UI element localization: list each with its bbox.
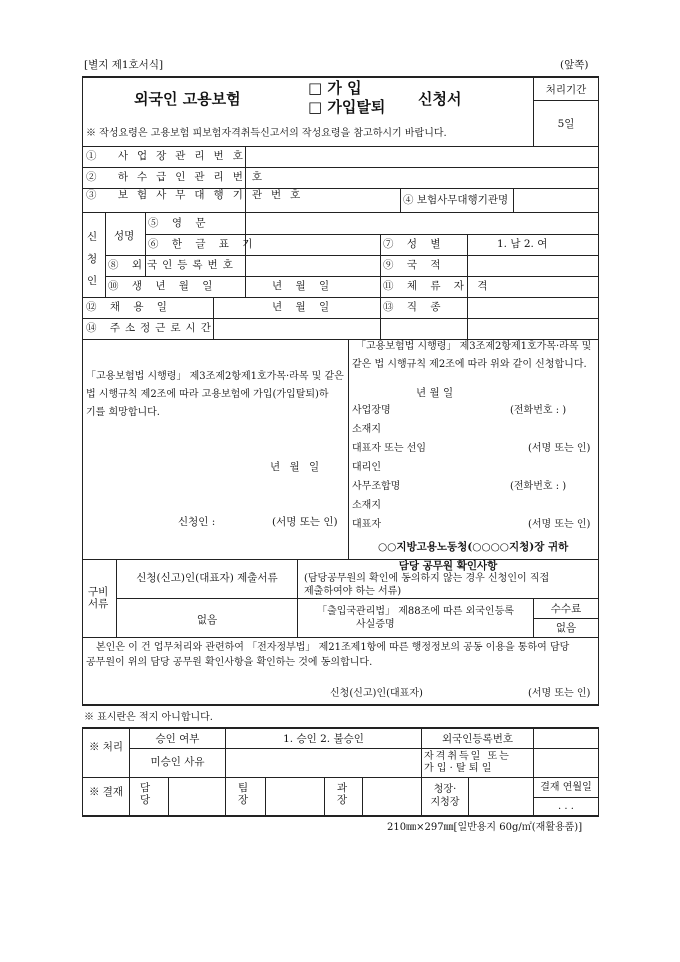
section-chief-label: 과 장 xyxy=(337,782,348,806)
agent-label: 대리인 xyxy=(352,462,381,473)
frame-left xyxy=(82,76,83,704)
right-decl-date: 년 월 일 xyxy=(416,387,454,399)
team-leader-label: 팀 장 xyxy=(238,782,249,806)
field-agency-name: ④ 보험사무대행기관명 xyxy=(403,194,509,206)
phone-label-2: (전화번호 : ) xyxy=(510,481,567,492)
frame-top xyxy=(82,76,599,78)
processing-period-value: 5일 xyxy=(557,118,575,130)
field-subcontractor-no: ② 하수급인관리번호 xyxy=(86,171,271,183)
staff-label: 담 당 xyxy=(140,782,151,806)
fee-value: 없음 xyxy=(555,622,577,634)
approval-date-label: 결재 연월일 xyxy=(540,782,592,793)
documents-label: 구비 서류 xyxy=(88,586,109,610)
birthdate-ymd: 년 월 일 xyxy=(272,280,335,292)
writing-note: ※ 작성요령은 고용보험 피보험자격취득신고서의 작성요령을 참고하시기 바랍니다. xyxy=(86,128,447,139)
title-option-withdraw: □ 가입탈퇴 xyxy=(308,98,386,116)
paper-spec: 210㎜×297㎜[일반용지 60g/㎡(재활용품)] xyxy=(387,822,583,833)
officer-check-title: 담당 공무원 확인사항 xyxy=(398,560,498,572)
title-prefix: 외국인 고용보험 xyxy=(134,90,241,108)
title-suffix: 신청서 xyxy=(418,90,462,108)
consent-signer: 신청(신고)인(대표자) xyxy=(330,688,423,699)
form-number: [별지 제1호서식] xyxy=(84,59,164,71)
field-workplace-no: ① 사업장관리번호 xyxy=(86,150,252,162)
processing-period-label: 처리기간 xyxy=(545,84,587,96)
left-sign: (서명 또는 인) xyxy=(272,516,338,528)
right-decl-line2: 같은 법 시행규칙 제2조에 따라 위와 같이 신청합니다. xyxy=(352,359,587,370)
side-label: (앞쪽) xyxy=(560,59,589,71)
officer-note-2: 제출하여야 하는 서류) xyxy=(304,586,402,597)
right-decl-line1: 「고용보험법 시행령」 제3조제2항제1호가목·라목 및 xyxy=(356,341,592,352)
approval-label: 승인 여부 xyxy=(155,733,200,745)
representative-label-2: 대표자 xyxy=(352,519,381,530)
field-nationality: ⑨ 국 적 xyxy=(383,259,446,271)
right-sign-2: (서명 또는 인) xyxy=(528,519,591,530)
phone-label-1: (전화번호 : ) xyxy=(510,405,567,416)
field-weekly-hours: ⑭ 주소정근로시간 xyxy=(86,322,216,334)
right-sign-1: (서명 또는 인) xyxy=(528,443,591,454)
location-label-1: 소재지 xyxy=(352,424,381,435)
office-use-note: ※ 표시란은 적지 아니합니다. xyxy=(84,712,213,723)
chief-label-1: 청장· xyxy=(433,784,457,795)
officer-note-1: (담당공무원의 확인에 동의하지 않는 경우 신청인이 직접 xyxy=(304,573,550,584)
fee-label: 수수료 xyxy=(550,603,582,615)
consent-line-2: 공무원이 위의 담당 공무원 확인사항을 확인하는 것에 동의합니다. xyxy=(86,657,373,668)
left-decl-date: 년 월 일 xyxy=(270,461,323,473)
field-hire-date: ⑫ 채 용 일 xyxy=(86,301,172,313)
chief-label-2: 지청장 xyxy=(430,797,460,808)
frame-right xyxy=(598,76,599,704)
qualification-date-2: 가 입 · 탈 퇴 일 xyxy=(424,763,492,774)
reg-no-label: 외국인등록번호 xyxy=(441,733,513,745)
officer-doc-2: 사실증명 xyxy=(356,619,395,630)
name-label: 성명 xyxy=(114,230,135,242)
title-option-join: □ 가 입 xyxy=(308,79,362,97)
approval-options: 1. 승인 2. 불승인 xyxy=(283,733,364,745)
approval-sign-label: ※ 결재 xyxy=(88,786,124,798)
processing-label: ※ 처리 xyxy=(88,741,124,753)
field-gender: ⑦ 성 별 xyxy=(383,238,446,250)
field-korean-name: ⑥ 한 글 표 기 xyxy=(148,238,258,250)
left-decl-line2: 법 시행규칙 제2조에 따라 고용보험에 가입(가입탈퇴)하 xyxy=(86,389,329,400)
field-english-name: ⑤ 영 문 xyxy=(148,217,211,229)
consent-line-1: 본인은 이 건 업무처리와 관련하여 「전자정부법」 제21조제1항에 따른 행정정보의 공동 이용을 통하여 담당 xyxy=(96,642,570,653)
field-job-type: ⑬ 직 종 xyxy=(383,301,446,313)
officer-doc-1: 「출입국관리법」 제88조에 따른 외국인등록 xyxy=(317,606,514,617)
consent-sign: (서명 또는 인) xyxy=(528,688,591,699)
field-foreigner-reg-no: ⑧ 외국인등록번호 xyxy=(108,259,238,271)
representative-label: 대표자 또는 선임 xyxy=(352,443,426,454)
addressee: ○○지방고용노동청(○○○○지청)장 귀하 xyxy=(378,541,569,553)
frame-bottom xyxy=(82,704,599,706)
left-decl-line1: 「고용보험법 시행령」 제3조제2항제1호가목·라목 및 같은 xyxy=(86,371,344,382)
hire-date-ymd: 년 월 일 xyxy=(272,301,335,313)
field-residence-status: ⑪ 체 류 자 격 xyxy=(383,280,493,292)
workplace-name-label: 사업장명 xyxy=(352,405,391,416)
gender-options: 1. 남 2. 여 xyxy=(497,238,548,250)
office-name-label: 사무조합명 xyxy=(352,481,401,492)
qualification-date-1: 자격취득일 또는 xyxy=(424,751,511,762)
location-label-2: 소재지 xyxy=(352,500,381,511)
left-decl-line3: 기를 희망합니다. xyxy=(86,407,160,418)
submitter-docs-value: 없음 xyxy=(196,614,218,626)
approval-date-value: . . . xyxy=(558,801,574,812)
reject-reason-label: 미승인 사유 xyxy=(150,756,205,768)
field-birthdate: ⑩ 생 년 월 일 xyxy=(108,280,218,292)
applicant-label: 신 청 인 xyxy=(87,231,98,287)
left-applicant-label: 신청인 : xyxy=(178,516,216,528)
submitter-docs-label: 신청(신고)인(대표자) 제출서류 xyxy=(136,572,278,584)
field-agency-no: ③ 보험사무대행기관번호 xyxy=(86,189,310,201)
